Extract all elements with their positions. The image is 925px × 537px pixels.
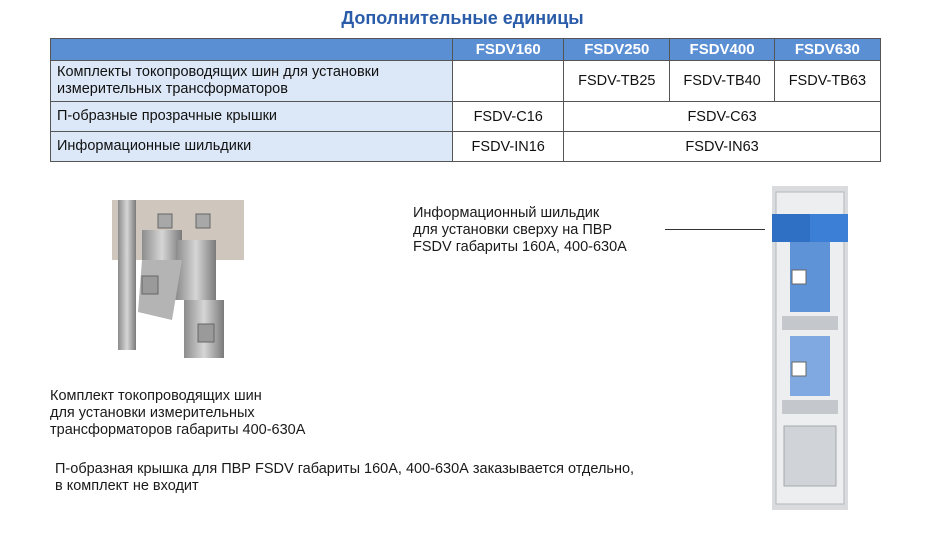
cell-busbar-fsdv400: FSDV-TB40 (670, 61, 774, 102)
cell-busbar-fsdv250: FSDV-TB25 (564, 61, 670, 102)
caption-line: Комплект токопроводящих шин (50, 388, 262, 404)
row-label-covers: П-образные прозрачные крышки (51, 102, 453, 132)
caption-line: для установки сверху на ПВР (413, 222, 613, 238)
cell-cover-fsdv160: FSDV-C16 (453, 102, 564, 132)
table-row (51, 102, 881, 132)
header-fsdv400: FSDV400 (670, 39, 774, 61)
row-label-line: измерительных трансформаторов (57, 81, 288, 97)
label-plate-caption (413, 205, 627, 256)
header-blank (51, 39, 453, 61)
row-label-info-plates: Информационные шильдики (51, 132, 453, 162)
header-fsdv160: FSDV160 (453, 39, 564, 61)
row-label-busbar-kits (51, 61, 453, 102)
busbar-kit-caption (50, 388, 305, 439)
note-line: П-образная крышка для ПВР FSDV габариты 160А, 400-630А заказывается отдельно, (55, 461, 635, 477)
table-row (51, 61, 881, 102)
additional-units-table (50, 38, 881, 162)
note-line: в комплект не входит (55, 478, 199, 494)
cell-busbar-fsdv630: FSDV-TB63 (774, 61, 880, 102)
page-title: Дополнительные единицы (341, 8, 584, 28)
cover-note (55, 461, 634, 495)
fuse-switch-photo (762, 186, 862, 510)
callout-leader-line (665, 229, 765, 230)
cell-busbar-fsdv160 (453, 61, 564, 102)
caption-line: FSDV габариты 160А, 400-630А (413, 239, 627, 255)
cell-cover-fsdv250-630: FSDV-C63 (564, 102, 881, 132)
caption-line: для установки измерительных (50, 405, 255, 421)
table-row (51, 132, 881, 162)
row-label-line: Комплекты токопроводящих шин для установки (57, 64, 380, 80)
header-fsdv630: FSDV630 (774, 39, 880, 61)
caption-line: Информационный шильдик (413, 205, 600, 221)
cell-plate-fsdv250-630: FSDV-IN63 (564, 132, 881, 162)
table-header-row (51, 39, 881, 61)
cell-plate-fsdv160: FSDV-IN16 (453, 132, 564, 162)
busbar-kit-photo (112, 200, 244, 360)
header-fsdv250: FSDV250 (564, 39, 670, 61)
caption-line: трансформаторов габариты 400-630А (50, 422, 306, 438)
